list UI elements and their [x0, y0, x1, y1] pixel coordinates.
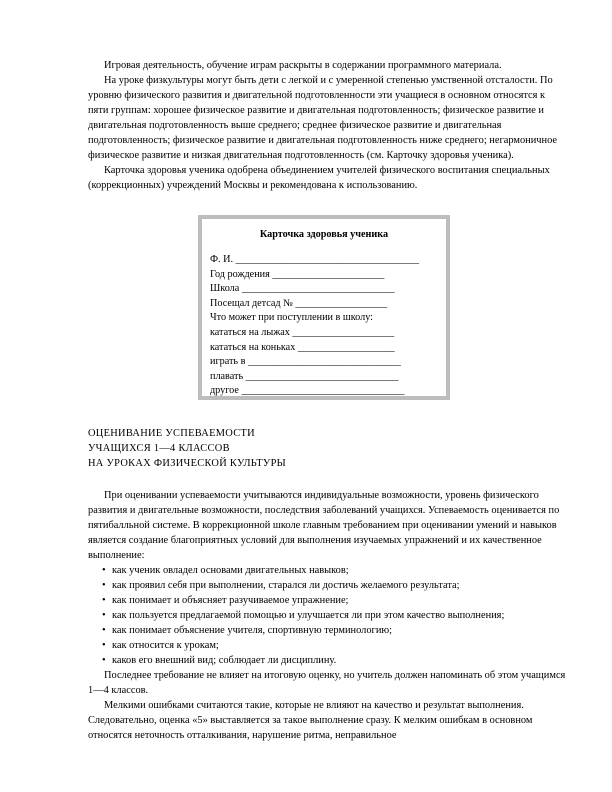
card-row-kindergarten: Посещал детсад № __________________	[210, 297, 388, 309]
list-item	[88, 653, 568, 668]
list-item	[88, 593, 568, 608]
bullet-icon: •	[102, 640, 106, 651]
list-item-text: как проявил себя при выполнении, старался ли достичь желаемого результата;	[112, 580, 460, 591]
health-card-fields	[210, 253, 438, 399]
list-item	[88, 623, 568, 638]
heading-line: ОЦЕНИВАНИЕ УСПЕВАЕМОСТИ	[88, 428, 255, 439]
card-row-skating: кататься на коньках ___________________	[210, 341, 395, 353]
card-row-school: Школа ______________________________	[210, 283, 395, 295]
list-item-text: как ученик овладел основами двигательных навыков;	[112, 565, 349, 576]
bullet-icon: •	[102, 610, 106, 621]
bullet-icon: •	[102, 655, 106, 666]
intro-paragraph: На уроке физкультуры могут быть дети с легкой и с умеренной степенью умственной отсталости. По уровню физического развития и двигательной подготовленности эти учащиеся в основном относятся к пяти группам: хорошее физическое развитие и двигательная подготовленность; физическое развитие и двигательная подготовленность выше среднего; среднее физическое развитие и двигательная подготовленность; физическое развитие и двигательная подготовленность ниже среднего; негармоничное физическое развитие и низкая двигательная подготовленность (см. Карточку здоровья ученика).	[88, 75, 557, 161]
list-item-text: как понимает объяснение учителя, спортивную терминологию;	[112, 625, 393, 636]
intro-paragraph: Карточка здоровья ученика одобрена объединением учителей физического воспитания специальных (коррекционных) учреждений Москвы и рекомендована к использованию.	[88, 165, 550, 191]
list-item-text: как пользуется предлагаемой помощью и улучшается ли при этом качество выполнения;	[112, 610, 505, 621]
intro-section	[88, 58, 568, 193]
criteria-list	[88, 563, 568, 668]
card-row-name: Ф. И. ____________________________________	[210, 254, 419, 265]
list-item-text: как относится к урокам;	[112, 640, 219, 651]
heading-line: УЧАЩИХСЯ 1—4 КЛАССОВ	[88, 443, 230, 454]
list-item	[88, 563, 568, 578]
health-card-title: Карточка здоровья ученика	[259, 229, 389, 240]
section-heading	[88, 426, 286, 471]
bullet-icon: •	[102, 580, 106, 591]
card-row-other: другое ________________________________	[210, 385, 405, 397]
card-row-birth-year: Год рождения ______________________	[210, 268, 385, 280]
closing-paragraph: Мелкими ошибками считаются такие, которые не влияют на качество и результат выполнения. Следовательно, оценка «5» выставляется за такое выполнение сразу. К мелким ошибкам в основном относятся неточность отталкивания, нарушение ритма, неправильное	[88, 700, 533, 741]
heading-line: НА УРОКАХ ФИЗИЧЕСКОЙ КУЛЬТУРЫ	[88, 458, 287, 469]
closing-paragraph: Последнее требование не влияет на итоговую оценку, но учитель должен напоминать об этом учащимся 1—4 классов.	[88, 670, 566, 696]
list-item	[88, 638, 568, 653]
card-row-swimming: плавать ______________________________	[210, 370, 399, 382]
card-row-skiing: кататься на лыжах ____________________	[210, 326, 395, 338]
bullet-icon: •	[102, 625, 106, 636]
bullet-icon: •	[102, 595, 106, 606]
assessment-section	[88, 488, 568, 743]
health-card	[198, 215, 450, 400]
assessment-paragraph: При оценивании успеваемости учитываются индивидуальные возможности, уровень физического развития и двигательные возможности, последствия заболеваний учащихся. Успеваемость оценивается по пятибалльной системе. В коррекционной школе главным требованием при оценивании умений и навыков является создание благоприятных условий для выполнения изучаемых упражнений и их качественное выполнение:	[88, 490, 560, 561]
list-item	[88, 608, 568, 623]
card-row-abilities-label: Что может при поступлении в школу:	[210, 312, 373, 324]
intro-paragraph: Игровая деятельность, обучение играм раскрыты в содержании программного материала.	[104, 60, 502, 71]
list-item	[88, 578, 568, 593]
list-item-text: каков его внешний вид; соблюдает ли дисциплину.	[112, 655, 337, 666]
bullet-icon: •	[102, 565, 106, 576]
list-item-text: как понимает и объясняет разучиваемое упражнение;	[112, 595, 349, 606]
card-row-playing: играть в ______________________________	[210, 356, 401, 368]
